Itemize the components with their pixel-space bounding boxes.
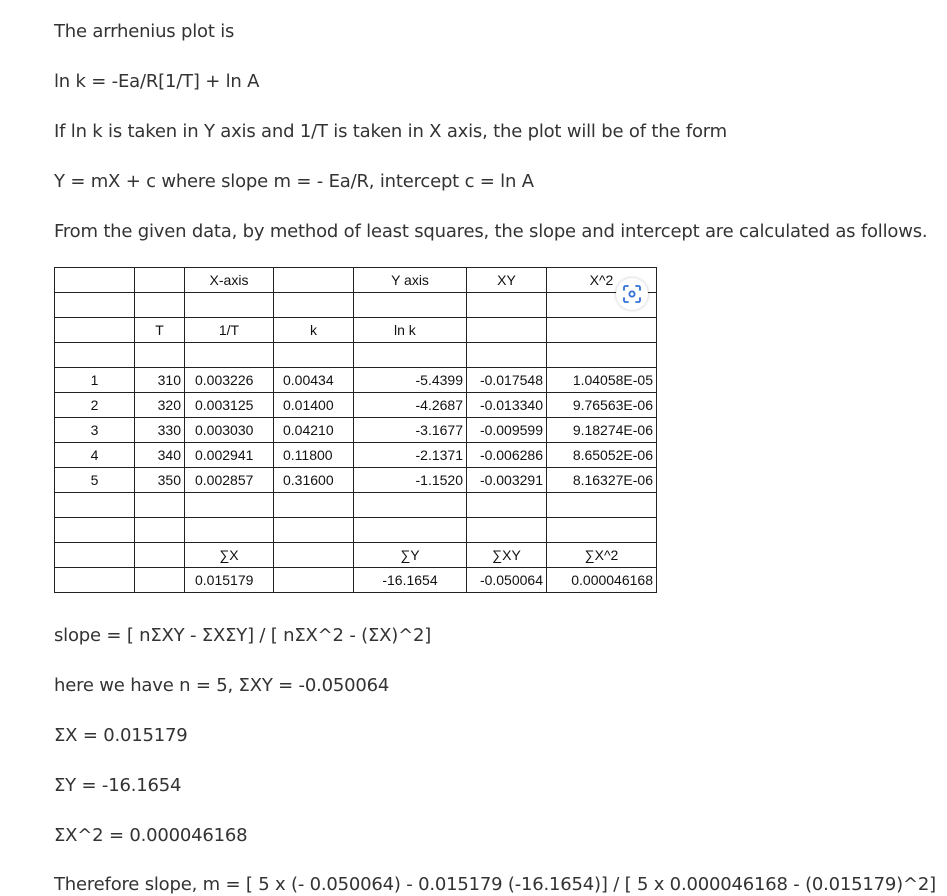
ln-k-value: -1.1520 [354, 468, 467, 493]
sum-value-row [55, 568, 657, 593]
row-index: 2 [55, 393, 135, 418]
sum-y-label: ∑Y [354, 543, 467, 568]
row-index: 4 [55, 443, 135, 468]
sum-x-label: ∑X [185, 543, 274, 568]
table-row [55, 393, 657, 418]
ln-k-value: -4.2687 [354, 393, 467, 418]
ln-k-header: ln k [354, 318, 467, 343]
inv-t-value: 0.003226 [185, 368, 274, 393]
slope-calculation: Therefore slope, m = [ 5 x (- 0.050064) - 0.015179 (-16.1654)] / [ 5 x 0.000046168 - (0.015179)^2] [54, 874, 936, 895]
ln-k-value: -2.1371 [354, 443, 467, 468]
t-value: 310 [135, 368, 185, 393]
arrhenius-equation: ln k = -Ea/R[1/T] + ln A [54, 71, 260, 92]
k-value: 0.31600 [274, 468, 354, 493]
xy-header: XY [467, 268, 547, 293]
row-index: 1 [55, 368, 135, 393]
k-value: 0.11800 [274, 443, 354, 468]
sum-x2-line: ΣX^2 = 0.000046168 [54, 825, 248, 846]
table-blank-row [55, 493, 657, 518]
xy-value: -0.006286 [467, 443, 547, 468]
x2-value: 8.16327E-06 [547, 468, 657, 493]
table-header-row [55, 268, 657, 293]
t-value: 330 [135, 418, 185, 443]
y-axis-header: Y axis [354, 268, 467, 293]
sum-y-line: ΣY = -16.1654 [54, 775, 182, 796]
x2-value: 8.65052E-06 [547, 443, 657, 468]
x2-value: 9.76563E-06 [547, 393, 657, 418]
data-table [54, 267, 657, 593]
inv-t-header: 1/T [185, 318, 274, 343]
linear-form: Y = mX + c where slope m = - Ea/R, intercept c = ln A [54, 171, 534, 192]
row-index: 5 [55, 468, 135, 493]
row-index: 3 [55, 418, 135, 443]
xy-value: -0.009599 [467, 418, 547, 443]
table-subheader-row [55, 318, 657, 343]
inv-t-value: 0.002941 [185, 443, 274, 468]
table-row [55, 368, 657, 393]
table-row [55, 468, 657, 493]
x-axis-header: X-axis [185, 268, 274, 293]
k-header: k [274, 318, 354, 343]
x2-value: 9.18274E-06 [547, 418, 657, 443]
ln-k-value: -5.4399 [354, 368, 467, 393]
least-squares-intro: From the given data, by method of least squares, the slope and intercept are calculated as follows. [54, 221, 928, 242]
table-blank-row [55, 518, 657, 543]
sum-xy-value: -0.050064 [467, 568, 547, 593]
sum-label-row [55, 543, 657, 568]
table-row [55, 443, 657, 468]
k-value: 0.01400 [274, 393, 354, 418]
sum-xy-label: ∑XY [467, 543, 547, 568]
sum-y-value: -16.1654 [354, 568, 467, 593]
sum-x2-label: ∑X^2 [547, 543, 657, 568]
xy-value: -0.013340 [467, 393, 547, 418]
table-blank-row [55, 343, 657, 368]
slope-formula: slope = [ nΣXY - ΣXΣY] / [ nΣX^2 - (ΣX)^2] [54, 625, 432, 646]
xy-value: -0.003291 [467, 468, 547, 493]
scan-image-icon[interactable] [616, 278, 648, 310]
given-n-sum-xy: here we have n = 5, ΣXY = -0.050064 [54, 675, 390, 696]
t-value: 320 [135, 393, 185, 418]
sum-x2-value: 0.000046168 [547, 568, 657, 593]
t-value: 340 [135, 443, 185, 468]
t-header: T [135, 318, 185, 343]
table-blank-row [55, 293, 657, 318]
inv-t-value: 0.003030 [185, 418, 274, 443]
axis-explanation: If ln k is taken in Y axis and 1/T is taken in X axis, the plot will be of the form [54, 121, 727, 142]
t-value: 350 [135, 468, 185, 493]
table-row [55, 418, 657, 443]
x2-value: 1.04058E-05 [547, 368, 657, 393]
ln-k-value: -3.1677 [354, 418, 467, 443]
xy-value: -0.017548 [467, 368, 547, 393]
intro-text: The arrhenius plot is [54, 21, 235, 42]
x2-header: X^2 [547, 268, 657, 293]
inv-t-value: 0.003125 [185, 393, 274, 418]
k-value: 0.04210 [274, 418, 354, 443]
sum-x-value: 0.015179 [185, 568, 274, 593]
k-value: 0.00434 [274, 368, 354, 393]
inv-t-value: 0.002857 [185, 468, 274, 493]
sum-x-line: ΣX = 0.015179 [54, 725, 188, 746]
